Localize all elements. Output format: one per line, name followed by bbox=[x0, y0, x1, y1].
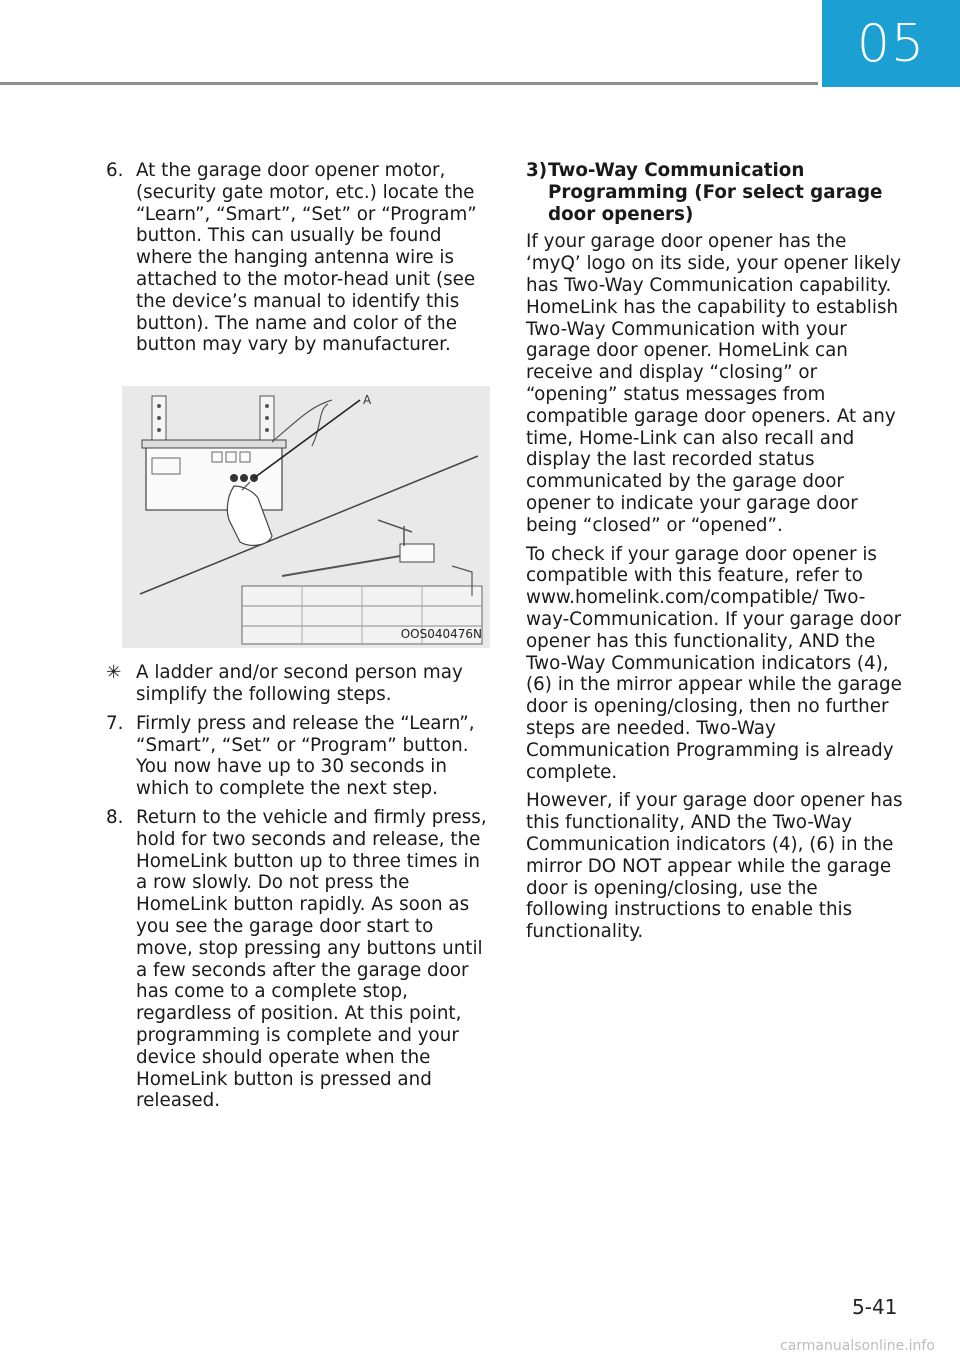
page-number: 5-41 bbox=[852, 1295, 898, 1319]
chapter-number: 05 bbox=[856, 13, 926, 74]
step-8 bbox=[106, 807, 488, 1112]
note bbox=[106, 662, 488, 706]
step-number: 6. bbox=[106, 160, 124, 181]
paragraph: If your garage door opener has the ‘myQ’ logo on its side, your opener likely has Two-Way Communication capability. HomeLink has the capability to establish Two-Way Communication with your garage door opener. HomeLink can receive and display “closing” or “opening” status messages from compatible garage door openers. At any time, Home-Link can also recall and display the last recorded status communicated by the garage door opener to indicate your garage door being “closed” or “opened”. bbox=[526, 231, 901, 536]
callout-label-a: A bbox=[363, 393, 372, 408]
step-text: At the garage door opener motor, (security gate motor, etc.) locate the “Learn”, “Smart”, “Set” or “Program” button. This can usually be found where the hanging antenna wire is attached to the motor-head unit (see the device’s manual to identify this button). The name and color of the button may vary by manufacturer. bbox=[136, 160, 477, 356]
section-heading bbox=[526, 160, 904, 225]
step-number: 7. bbox=[106, 712, 124, 734]
figure-code: OOS040476N bbox=[400, 627, 482, 642]
illustration-drawing bbox=[122, 386, 490, 648]
left-column bbox=[106, 160, 488, 1119]
header-rule bbox=[0, 82, 818, 85]
section-title: Two-Way Communication Programming (For select garage door openers) bbox=[548, 160, 883, 225]
right-column bbox=[526, 160, 904, 950]
note-text: A ladder and/or second person may simplify the following steps. bbox=[136, 662, 463, 705]
paragraph: To check if your garage door opener is compatible with this feature, refer to www.homelink.com/compatible/ Two-way-Communication. If your garage door opener has this functionality, AND the Two-Way Communication indicators (4), (6) in the mirror appear while the garage door is opening/closing, then no further steps are needed. Two-Way Communication Programming is already complete. bbox=[526, 543, 902, 783]
chapter-tab bbox=[822, 0, 960, 87]
note-symbol-icon: ✳ bbox=[106, 662, 122, 684]
step-6 bbox=[106, 160, 488, 356]
step-number: 8. bbox=[106, 806, 124, 828]
step-text: Firmly press and release the “Learn”, “Smart”, “Set” or “Program” button. You now have up to 30 seconds in which to complete the next step. bbox=[136, 712, 475, 800]
garage-opener-illustration bbox=[122, 386, 490, 648]
step-text: Return to the vehicle and firmly press, hold for two seconds and release, the HomeLink button up to three times in a row slowly. Do not press the HomeLink button rapidly. As soon as you see the garage door start to move, stop pressing any buttons until a few seconds after the garage door has come to a complete stop, regardless of position. At this point, programming is complete and your device should operate when the HomeLink button is pressed and released. bbox=[136, 806, 487, 1112]
step-7 bbox=[106, 713, 488, 800]
watermark: carmanualsonline.info bbox=[780, 1338, 935, 1354]
paragraph: However, if your garage door opener has this functionality, AND the Two-Way Communication indicators (4), (6) in the mirror DO NOT appear while the garage door is opening/closing, use the following instructions to enable this functionality. bbox=[526, 790, 903, 943]
section-number: 3) bbox=[526, 160, 548, 181]
